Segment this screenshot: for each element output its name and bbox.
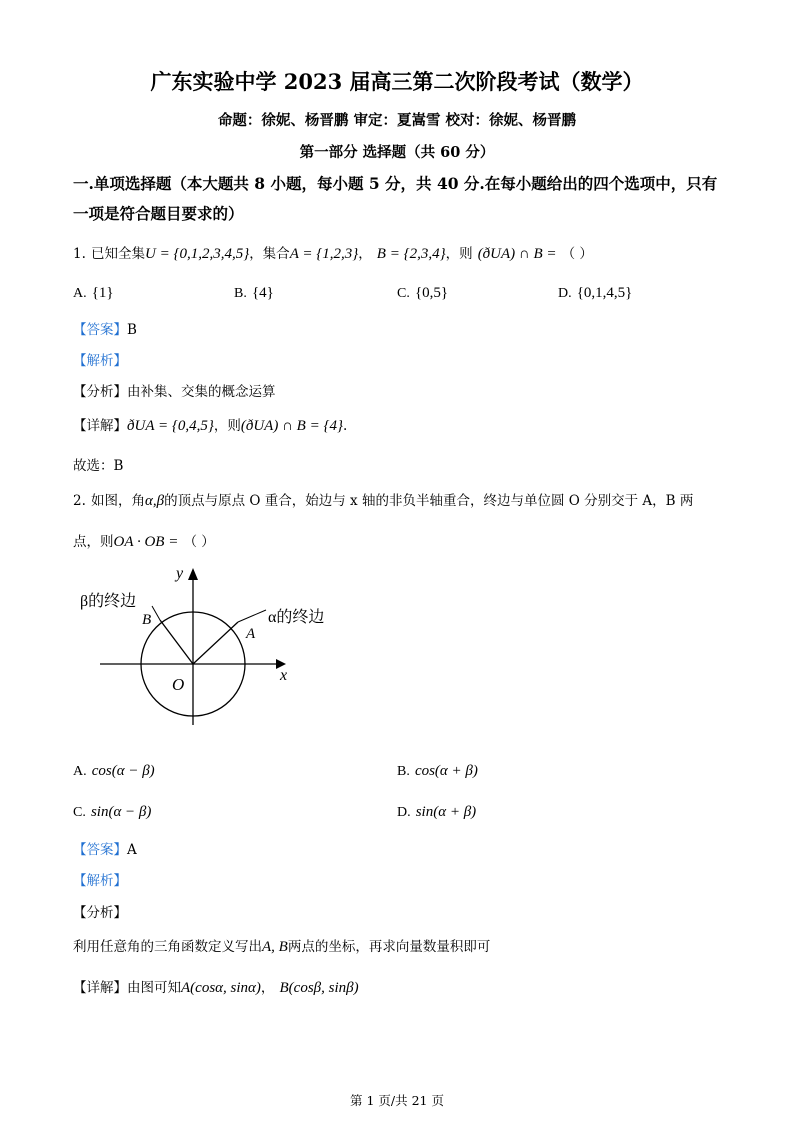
answer-value: B	[127, 322, 137, 338]
section-heading-line1: 一.单项选择题（本大题共 8 小题，每小题 5 分，共 40 分.在每小题给出的四个选项中，只有	[73, 174, 718, 193]
page-footer: 第 1 页/共 21 页	[350, 1093, 444, 1108]
question-2-stem-line2	[73, 530, 215, 551]
option-value: cos(α + β)	[414, 763, 478, 779]
option-c	[73, 801, 151, 821]
answer-line	[73, 838, 137, 858]
option-c	[397, 282, 448, 302]
x-axis-label: x	[280, 667, 288, 684]
stem-text: ，	[358, 246, 372, 262]
stem-text: ，则	[445, 246, 473, 262]
part-heading: 第一部分 选择题（共 60 分）	[299, 144, 495, 161]
fenxi-text: 两点的坐标，再求向量数量积即可	[287, 939, 491, 955]
option-letter: C.	[73, 805, 86, 820]
stem-text: 如图，角	[90, 493, 145, 509]
option-value: {1}	[91, 285, 114, 301]
answer-value: A	[127, 842, 137, 858]
alpha-terminal-side	[193, 622, 238, 664]
option-value: {4}	[251, 285, 274, 301]
set-u: U = {0,1,2,3,4,5}	[144, 246, 250, 262]
origin-label: O	[172, 675, 185, 694]
y-axis-label: y	[176, 565, 184, 582]
angle-symbols: α,β	[144, 493, 165, 509]
option-letter: D.	[558, 286, 572, 301]
fenxi-tag: 【分析】	[73, 905, 127, 921]
fenxi-line	[73, 935, 490, 956]
coord-a: A(cosα, sinα)	[181, 980, 261, 996]
option-d	[397, 801, 476, 821]
answer-blank: （ ）	[561, 246, 593, 262]
analysis-tag: 【解析】	[73, 353, 127, 369]
answer-tag: 【答案】	[73, 322, 127, 338]
option-letter: A.	[73, 764, 87, 779]
detail-text: .	[342, 418, 348, 434]
page-title: 广东实验中学 2023 届高三第二次阶段考试（数学）	[150, 69, 644, 94]
question-1-stem	[73, 242, 593, 263]
stem-text: 已知全集	[90, 246, 145, 262]
question-2-stem-line1	[73, 489, 693, 510]
option-value: sin(α − β)	[90, 804, 152, 820]
vector-expression: OA · OB =	[113, 534, 179, 550]
option-letter: D.	[397, 805, 411, 820]
detail-line	[73, 414, 347, 435]
detail-text: ，则	[213, 418, 241, 434]
analysis-tag: 【解析】	[73, 873, 127, 889]
option-letter: A.	[73, 286, 87, 301]
points-symbol: A, B	[262, 939, 288, 955]
y-axis-arrow	[188, 568, 198, 580]
unit-circle-figure	[70, 560, 360, 730]
fenxi-text: 由补集、交集的概念运算	[127, 384, 276, 400]
option-value: {0,5}	[414, 285, 449, 301]
option-d	[558, 282, 632, 302]
detail-expression: (ðUA) ∩ B = {4}	[240, 418, 343, 434]
beta-side-label: β的终边	[80, 593, 137, 610]
set-b: B = {2,3,4}	[376, 246, 446, 262]
detail-line	[73, 976, 359, 997]
stem-text: ，集合	[249, 246, 290, 262]
option-b	[397, 760, 478, 780]
option-a	[73, 760, 155, 780]
option-letter: C.	[397, 286, 410, 301]
stem-text: 的顶点与原点 O 重合，始边与 x 轴的非负半轴重合，终边与单位圆 O 分别交于 A，B 两	[164, 493, 694, 509]
option-letter: B.	[234, 286, 247, 301]
option-a	[73, 282, 114, 302]
fenxi-tag: 【分析】	[73, 384, 127, 400]
option-value: {0,1,4,5}	[576, 285, 633, 301]
detail-expression: ðUA = {0,4,5}	[127, 418, 214, 434]
answer-line	[73, 318, 137, 338]
fenxi-text: 利用任意角的三角函数定义写出	[73, 939, 262, 955]
beta-label-leader	[152, 606, 160, 620]
alpha-side-label: α的终边	[268, 609, 325, 626]
option-b	[234, 282, 274, 302]
section-heading-line2: 一项是符合题目要求的）	[73, 204, 244, 223]
exam-authors: 命题：徐妮、杨晋鹏 审定：夏嵩雪 校对：徐妮、杨晋鹏	[217, 112, 577, 129]
question-number: 2.	[73, 493, 86, 509]
alpha-label-leader	[238, 610, 266, 622]
option-value: cos(α − β)	[91, 763, 155, 779]
point-a-label: A	[246, 626, 256, 642]
detail-text: ，	[260, 980, 275, 996]
answer-blank: （ ）	[183, 534, 215, 550]
detail-tag: 【详解】	[73, 980, 127, 996]
detail-tag: 【详解】	[73, 418, 127, 434]
question-expression: (ðUA) ∩ B =	[477, 246, 557, 262]
set-a: A = {1,2,3}	[289, 246, 359, 262]
option-value: sin(α + β)	[415, 804, 477, 820]
beta-terminal-side	[160, 620, 193, 664]
answer-tag: 【答案】	[73, 842, 127, 858]
point-b-label: B	[142, 612, 152, 628]
conclusion: 故选：B	[73, 458, 124, 474]
question-number: 1.	[73, 246, 86, 262]
coord-b: B(cosβ, sinβ)	[279, 980, 359, 996]
option-letter: B.	[397, 764, 410, 779]
detail-text: 由图可知	[127, 980, 181, 996]
stem-text: 点，则	[73, 534, 114, 550]
fenxi-line	[73, 380, 276, 400]
